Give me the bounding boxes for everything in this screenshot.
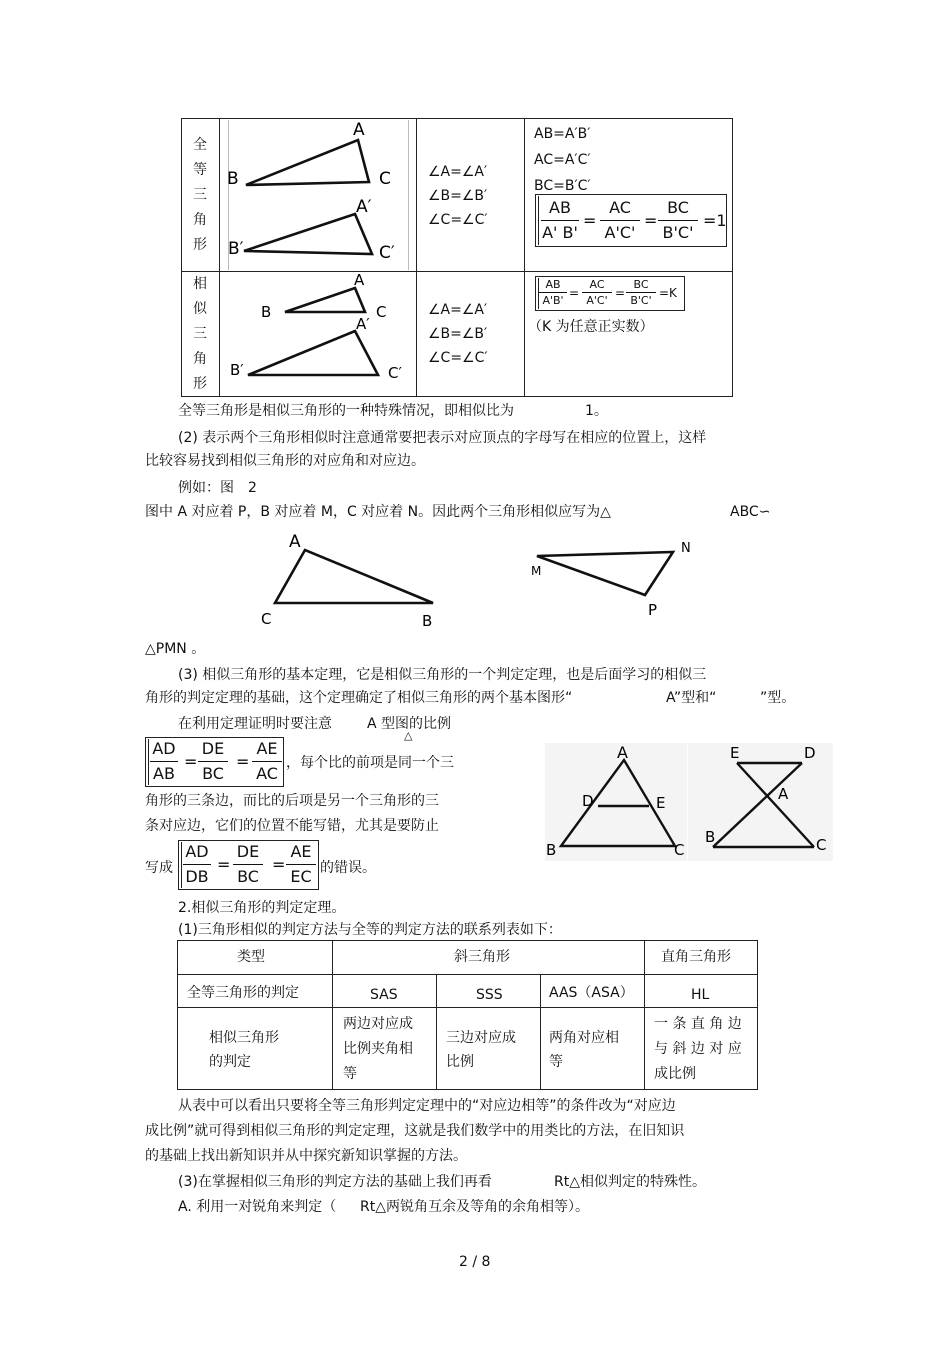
label-c: C	[261, 610, 272, 628]
cell-sas: SAS	[370, 987, 398, 1003]
header-type: 类型	[237, 949, 265, 965]
label-a: A	[778, 785, 789, 803]
paragraph: ABC∽	[730, 504, 771, 520]
header-right: 直角三角形	[661, 949, 731, 965]
paragraph: Rt△相似判定的特殊性。	[554, 1174, 706, 1190]
cell-hl: HL	[691, 987, 710, 1003]
label-a-prime: A′	[356, 197, 372, 217]
sides-congruent: AB=A′B′ AC=A′C′ BC=B′C′	[534, 126, 591, 194]
label-a-prime: A′	[356, 315, 370, 333]
paragraph: △	[404, 729, 413, 742]
paragraph: Rt△两锐角互余及等角的余角相等）。	[360, 1199, 589, 1215]
paragraph: A 型图的比例	[367, 716, 452, 732]
cell-sss-similar: 三边对应成 比例	[446, 1030, 516, 1070]
triangle-pmn	[537, 552, 673, 595]
label-d: D	[582, 792, 594, 810]
label-c: C	[379, 169, 391, 189]
label-n: N	[681, 541, 691, 556]
k-note: （K 为任意正实数）	[528, 319, 654, 335]
row-label-similar: 相 似 三 角 形	[193, 276, 207, 392]
label-c: C	[816, 836, 827, 854]
label-c: C	[674, 841, 685, 859]
paragraph: 图中 A 对应着 P，B 对应着 M，C 对应着 N。因此两个三角形相似应写为△	[145, 504, 611, 520]
label-b: B	[261, 303, 272, 321]
a-type-figure	[545, 743, 687, 861]
triangle-abc	[275, 550, 433, 603]
label-a: A	[289, 532, 301, 552]
paragraph: A”型和“	[666, 690, 717, 706]
angles-congruent: ∠A=∠A′ ∠B=∠B′ ∠C=∠C′	[428, 164, 488, 228]
congruent-triangles-figure	[222, 118, 416, 270]
section-heading: 2.相似三角形的判定定理。	[178, 900, 346, 916]
label-b-prime: B′	[230, 361, 244, 379]
paragraph: 条对应边，它们的位置不能写错，尤其是要防止	[145, 818, 439, 834]
row-label-similar: 相似三角形 的判定	[209, 1030, 279, 1070]
label-e: E	[656, 794, 666, 812]
label-b: B	[227, 169, 239, 189]
angles-similar: ∠A=∠A′ ∠B=∠B′ ∠C=∠C′	[428, 302, 488, 366]
triangle-abc-small	[285, 288, 365, 312]
label-c-prime: C′	[388, 364, 402, 382]
paragraph: 例如：图 2	[178, 480, 257, 496]
paragraph: 角形的三条边，而比的后项是另一个三角形的三	[145, 793, 439, 809]
paragraph: 角形的判定定理的基础，这个定理确定了相似三角形的两个基本图形“	[145, 690, 573, 706]
triangle-abc-large	[248, 331, 378, 375]
paragraph: 1。	[585, 403, 608, 419]
label-p: P	[648, 601, 658, 619]
label-a: A	[617, 743, 628, 762]
paragraph: ，每个比的前项是同一个三	[286, 755, 454, 771]
paragraph: 成比例”就可得到相似三角形的判定定理，这就是我们数学中的用类比的方法，在旧知识	[145, 1123, 685, 1139]
paragraph: △PMN 。	[145, 641, 206, 657]
paragraph: 的基础上找出新知识并从中探究新知识掌握的方法。	[145, 1148, 467, 1164]
label-d: D	[804, 744, 816, 762]
label-a: A	[354, 272, 365, 289]
paragraph: 写成	[145, 860, 173, 876]
cell-sas-similar: 两边对应成 比例夹角相 等	[343, 1016, 413, 1082]
label-b: B	[422, 612, 433, 630]
paragraph: 比较容易找到相似三角形的对应角和对应边。	[145, 453, 425, 469]
label-e: E	[730, 744, 740, 762]
paragraph: A. 利用一对锐角来判定（	[178, 1199, 337, 1215]
paragraph: (3)在掌握相似三角形的判定方法的基础上我们再看	[178, 1174, 492, 1190]
figure-2-triangles	[255, 525, 725, 635]
x-type-figure	[688, 743, 833, 861]
label-a: A	[353, 120, 365, 140]
label-b: B	[705, 828, 716, 846]
paragraph: 的错误。	[320, 860, 376, 876]
paragraph: ”型。	[760, 690, 796, 706]
cell-aas: AAS（ASA）	[549, 985, 634, 1001]
row-label-congruent: 全等三角形的判定	[187, 985, 299, 1001]
paragraph: 从表中可以看出只要将全等三角形判定定理中的“对应边相等”的条件改为“对应边	[178, 1098, 676, 1114]
cell-sss: SSS	[476, 987, 503, 1003]
page-number: 2 / 8	[459, 1254, 491, 1270]
triangle-abc	[246, 140, 369, 185]
paragraph: 全等三角形是相似三角形的一种特殊情况，即相似比为	[178, 403, 514, 419]
paragraph: (2) 表示两个三角形相似时注意通常要把表示对应顶点的字母写在相应的位置上，这样	[178, 430, 707, 446]
label-c: C	[376, 303, 387, 321]
label-b-prime: B′	[228, 239, 244, 259]
label-m: M	[531, 564, 542, 578]
label-b: B	[546, 841, 557, 859]
label-c-prime: C′	[379, 243, 395, 263]
paragraph: (3) 相似三角形的基本定理，它是相似三角形的一个判定定理，也是后面学习的相似三	[178, 667, 707, 683]
paragraph: (1)三角形相似的判定方法与全等的判定方法的联系列表如下：	[178, 922, 562, 938]
cell-aa-similar: 两角对应相 等	[549, 1030, 619, 1070]
similar-triangles-figure	[222, 272, 416, 396]
cell-hl-similar: 一 条 直 角 边 与 斜 边 对 应 成比例	[654, 1016, 742, 1082]
row-label-congruent: 全 等 三 角 形	[193, 137, 207, 253]
triangle-abc-prime	[244, 214, 372, 254]
paragraph: 在利用定理证明时要注意	[178, 716, 332, 732]
header-oblique: 斜三角形	[454, 949, 510, 965]
